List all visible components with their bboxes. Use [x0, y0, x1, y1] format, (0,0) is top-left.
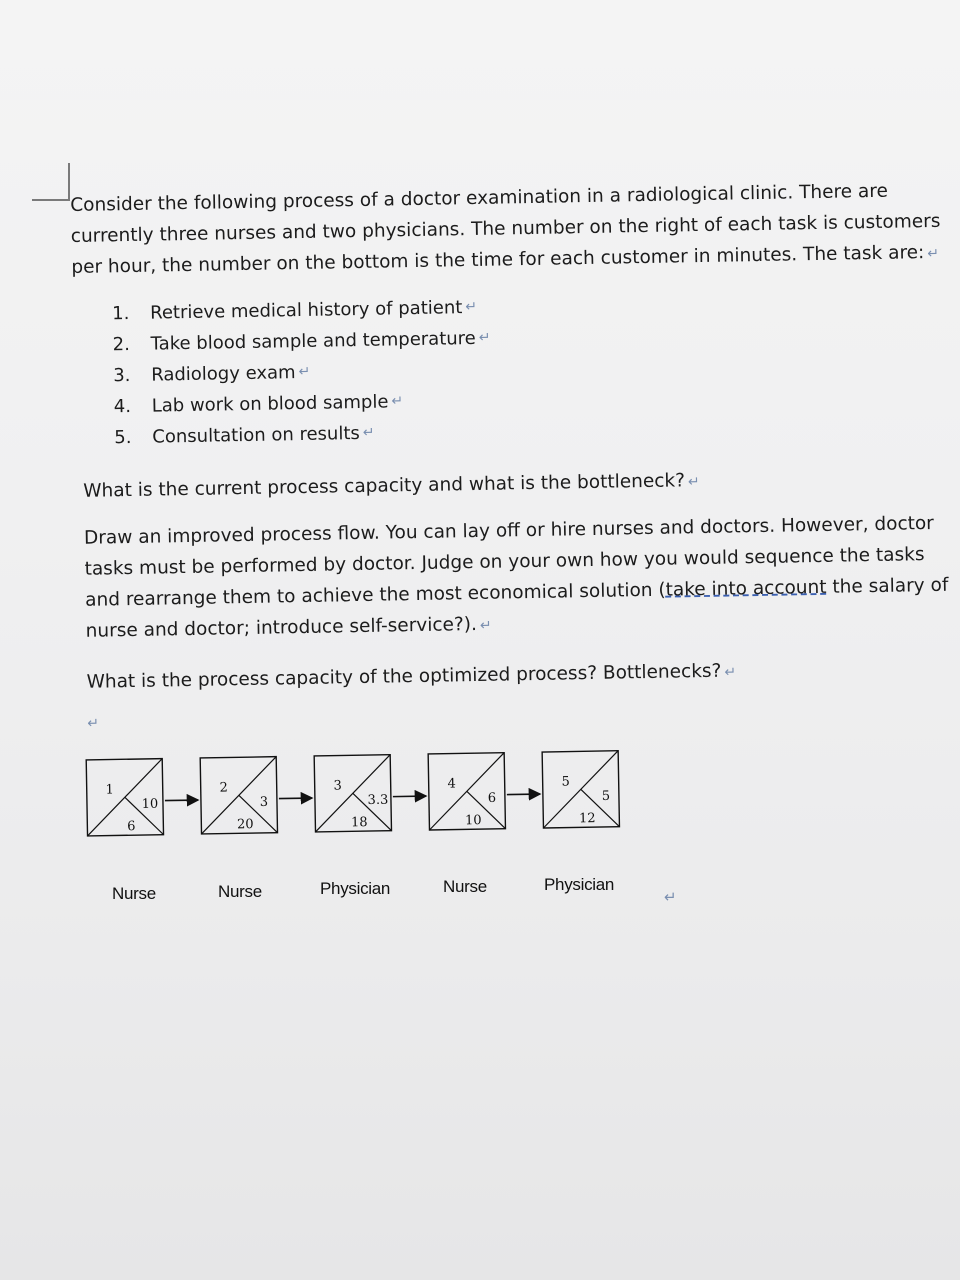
- paragraph-mark-icon: ↵: [664, 888, 677, 906]
- step-rate: 10: [141, 796, 159, 813]
- step-rate: 5: [601, 788, 611, 804]
- flow-arrow: [279, 798, 312, 799]
- step-task-number: 4: [447, 776, 456, 792]
- list-item: 1. Retrieve medical history of patient ↵: [111, 297, 478, 325]
- process-step-4: [428, 753, 505, 830]
- question-optimized-capacity: What is the process capacity of the optimized process? Bottlenecks? ↵: [86, 660, 737, 693]
- question-improved-flow: Draw an improved process flow. You can lay off or hire nurses and doctors. However, doctor tasks must be performed by doctor. Judge on your own how you would sequence the tasks and rearrange them to achieve the most economical solution (take into account the salary of nurse and doctor; introduce self-service?). ↵: [83, 512, 949, 642]
- intro-paragraph: [70, 175, 952, 285]
- task-list: [112, 284, 955, 454]
- step-1-role: Nurse: [112, 884, 156, 903]
- paragraph-mark-icon: ↵: [87, 715, 100, 732]
- flow-arrow: [393, 796, 426, 797]
- intro-text: Consider the following process of a doctor examination in a radiological clinic. There are currently three nurses and two physicians. The number on the right of each task is customers per hour, the number on the bottom is the time for each customer in minutes. The task are:: [70, 180, 941, 278]
- flow-arrow: [507, 794, 540, 795]
- step-task-number: 5: [561, 774, 570, 790]
- paragraph-mark-icon: ↵: [927, 245, 940, 263]
- grammar-underline: take into account: [665, 576, 827, 601]
- step-rate: 3.3: [367, 792, 389, 809]
- step-time: 20: [236, 817, 254, 833]
- question-capacity: What is the current process capacity and what is the bottleneck? ↵: [83, 470, 700, 502]
- process-step-2: [200, 757, 277, 834]
- list-item: 3. Radiology exam ↵: [113, 362, 311, 387]
- step-rate: 6: [487, 790, 497, 806]
- step-time: 10: [464, 813, 482, 829]
- step-task-number: 2: [219, 780, 228, 796]
- step-time: 12: [578, 811, 596, 827]
- process-flow-svg: [84, 739, 626, 858]
- step-task-number: 3: [333, 778, 342, 794]
- step-rate: 3: [259, 794, 269, 810]
- process-step-3: [314, 755, 391, 832]
- step-task-number: 1: [105, 782, 115, 798]
- step-4-role: Nurse: [443, 877, 487, 896]
- step-5-role: Physician: [544, 875, 615, 894]
- flow-arrow: [165, 800, 198, 801]
- step-3-role: Physician: [320, 879, 391, 898]
- step-2-role: Nurse: [218, 882, 262, 901]
- step-time: 6: [127, 819, 136, 835]
- list-item: 2. Take blood sample and temperature ↵: [112, 327, 491, 356]
- list-item: 4. Lab work on blood sample ↵: [113, 391, 404, 418]
- process-step-5: [542, 751, 619, 828]
- step-time: 18: [350, 815, 368, 831]
- process-step-1: [86, 759, 163, 836]
- document-body: [70, 175, 959, 736]
- page-corner-mark: [32, 163, 70, 201]
- list-item: 5. Consultation on results ↵: [114, 422, 375, 449]
